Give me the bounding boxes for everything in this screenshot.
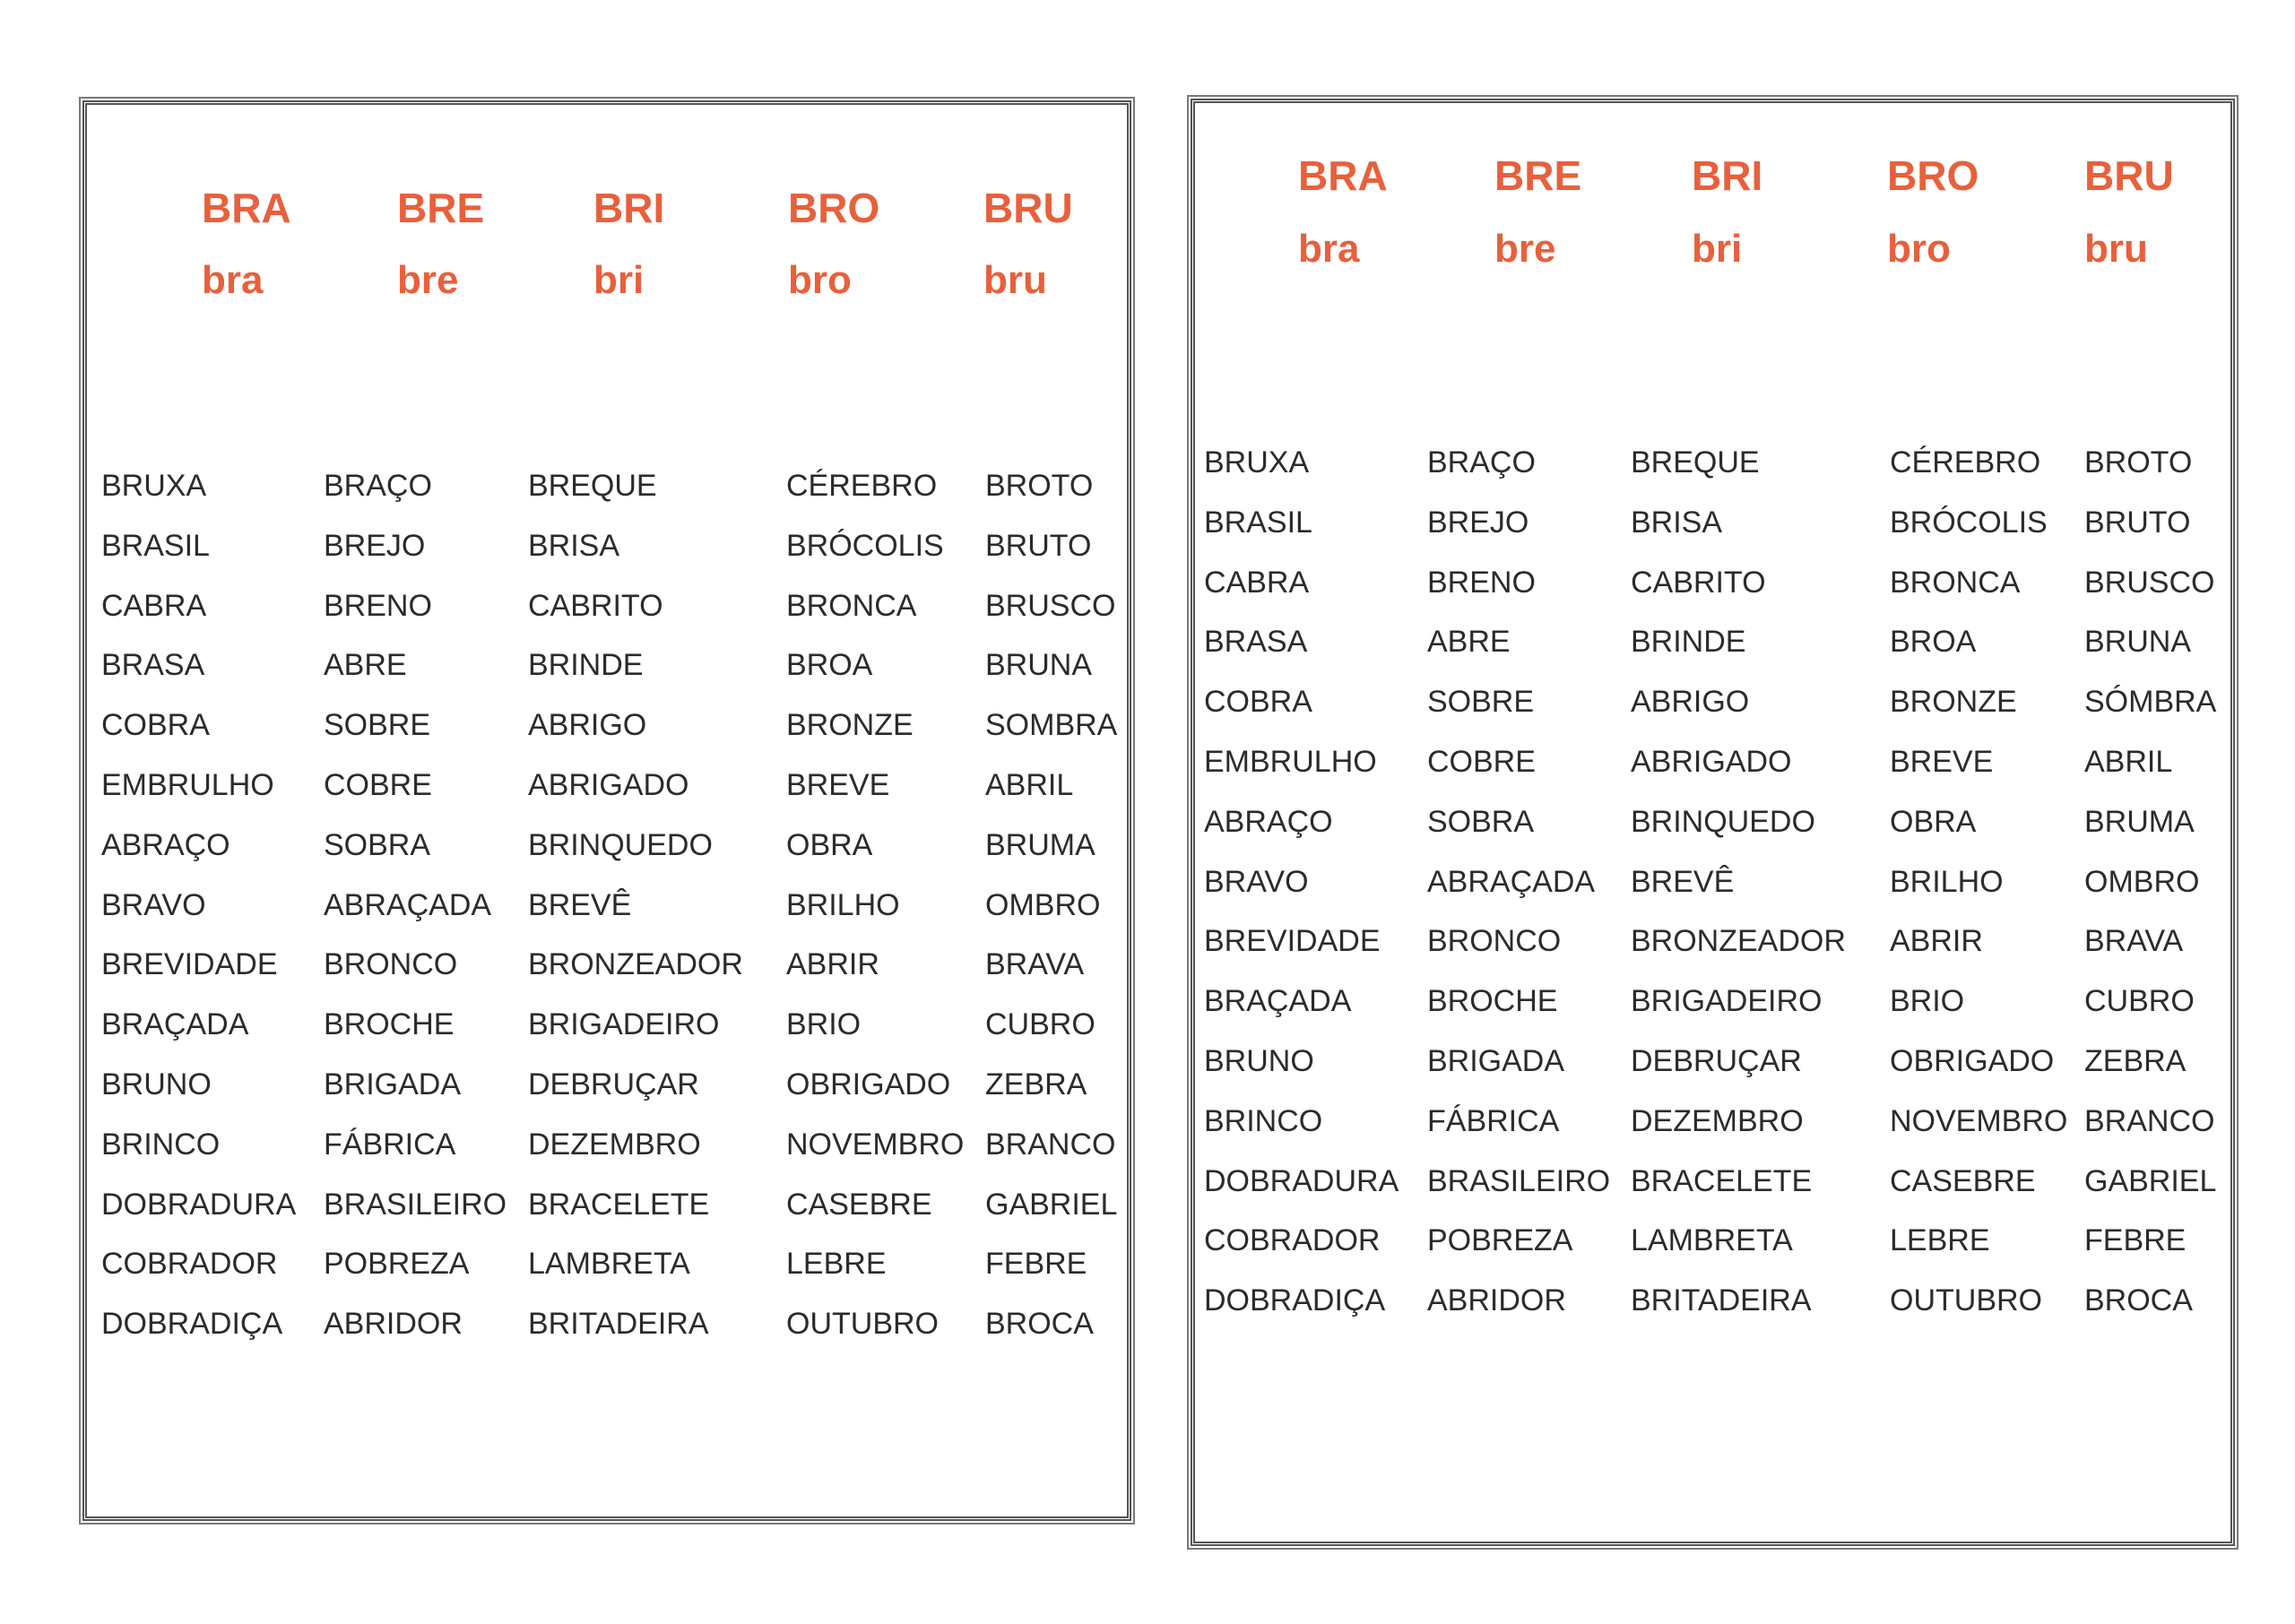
word-left-col1-row4: BRASA [101,648,205,683]
word-right-col1-row1: BRUXA [1204,445,1310,479]
word-left-col4-row11: OBRIGADO [786,1067,951,1101]
word-left-col4-row12: NOVEMBRO [786,1127,965,1162]
word-right-col3-row7: BRINQUEDO [1631,804,1815,839]
word-right-col4-row2: BRÓCOLIS [1890,505,2048,540]
word-left-col3-row7: BRINQUEDO [528,827,713,862]
word-right-col4-row7: OBRA [1890,804,1977,839]
word-right-col5-row9: BRAVA [2084,924,2184,959]
word-right-col2-row1: BRAÇO [1427,445,1536,479]
word-right-col5-row12: BRANCO [2084,1103,2215,1138]
syllable-upper-bre: BRE [397,185,485,231]
word-left-col2-row5: SOBRE [324,708,431,743]
word-left-col3-row12: DEZEMBRO [528,1127,701,1162]
word-left-col2-row2: BREJO [324,528,426,563]
syllable-lower-bri: bri [1692,227,1743,271]
word-left-col4-row6: BREVE [786,768,890,802]
word-left-col4-row1: CÉREBRO [786,469,938,503]
word-left-col5-row4: BRUNA [985,648,1093,683]
word-right-col5-row11: ZEBRA [2084,1044,2187,1078]
word-right-col4-row15: OUTUBRO [1890,1283,2042,1318]
word-right-col2-row6: COBRE [1427,745,1536,779]
syllable-upper-bro: BRO [788,185,880,231]
word-left-col4-row14: LEBRE [786,1247,887,1282]
word-right-col4-row13: CASEBRE [1890,1163,2036,1198]
word-left-col4-row2: BRÓCOLIS [786,528,944,563]
word-left-col1-row11: BRUNO [101,1067,212,1101]
syllable-lower-bre: bre [1494,227,1556,271]
word-right-col4-row10: BRIO [1890,984,1965,1019]
word-left-col4-row15: OUTUBRO [786,1307,939,1342]
word-left-col1-row2: BRASIL [101,528,210,563]
word-right-col5-row15: BROCA [2084,1283,2193,1318]
word-right-col4-row6: BREVE [1890,745,1994,779]
word-right-col3-row10: BRIGADEIRO [1631,984,1823,1019]
word-left-col3-row8: BREVÊ [528,887,632,922]
word-right-col5-row14: FEBRE [2084,1223,2187,1258]
syllable-upper-bru: BRU [2084,152,2174,199]
word-right-col4-row4: BROA [1890,625,1977,660]
syllable-lower-bri: bri [593,258,645,302]
word-right-col2-row7: SOBRA [1427,804,1535,839]
word-left-col1-row9: BREVIDADE [101,947,278,982]
word-left-col4-row4: BROA [786,648,873,683]
syllable-lower-bra: bra [202,258,264,302]
word-left-col2-row4: ABRE [324,648,407,683]
word-right-col2-row12: FÁBRICA [1427,1103,1560,1138]
word-left-col5-row1: BROTO [985,469,1094,503]
word-right-col1-row13: DOBRADURA [1204,1163,1399,1198]
word-left-col2-row11: BRIGADA [324,1067,462,1101]
word-right-col3-row14: LAMBRETA [1631,1223,1793,1258]
word-right-col4-row8: BRILHO [1890,864,2004,899]
word-right-col1-row4: BRASA [1204,625,1308,660]
word-left-col5-row6: ABRIL [985,768,1074,802]
word-right-col2-row5: SOBRE [1427,685,1535,720]
word-left-col4-row13: CASEBRE [786,1187,932,1222]
word-right-col3-row12: DEZEMBRO [1631,1103,1804,1138]
word-left-col5-row7: BRUMA [985,827,1096,862]
word-right-col2-row13: BRASILEIRO [1427,1163,1611,1198]
word-left-col3-row3: CABRITO [528,588,663,623]
syllable-upper-bri: BRI [1692,152,1763,199]
word-right-col5-row2: BRUTO [2084,505,2191,540]
word-right-col3-row2: BRISA [1631,505,1723,540]
word-right-col1-row7: ABRAÇO [1204,804,1333,839]
word-right-col5-row13: GABRIEL [2084,1163,2217,1198]
syllable-lower-bre: bre [397,258,459,302]
word-left-col2-row3: BRENO [324,588,432,623]
word-left-col2-row15: ABRIDOR [324,1307,463,1342]
word-right-col1-row6: EMBRULHO [1204,745,1377,779]
word-left-col4-row9: ABRIR [786,947,879,982]
word-left-col3-row2: BRISA [528,528,620,563]
word-right-col1-row9: BREVIDADE [1204,924,1381,959]
word-left-col1-row3: CABRA [101,588,207,623]
word-right-col4-row1: CÉREBRO [1890,445,2041,479]
word-right-col2-row4: ABRE [1427,625,1511,660]
word-left-col4-row8: BRILHO [786,887,900,922]
word-right-col2-row8: ABRAÇADA [1427,864,1596,899]
word-right-col5-row5: SÓMBRA [2084,685,2217,720]
word-right-col4-row12: NOVEMBRO [1890,1103,2068,1138]
word-left-col3-row14: LAMBRETA [528,1247,690,1282]
word-right-col5-row1: BROTO [2084,445,2193,479]
word-left-col5-row9: BRAVA [985,947,1085,982]
word-right-col5-row8: OMBRO [2084,864,2200,899]
word-right-col1-row10: BRAÇADA [1204,984,1352,1019]
word-right-col2-row3: BRENO [1427,565,1536,600]
syllable-upper-bre: BRE [1494,152,1582,199]
word-right-col3-row1: BREQUE [1631,445,1760,479]
word-left-col2-row14: POBREZA [324,1247,470,1282]
word-right-col5-row4: BRUNA [2084,625,2192,660]
word-left-col3-row1: BREQUE [528,469,657,503]
word-left-col1-row15: DOBRADIÇA [101,1307,283,1342]
word-right-col2-row14: POBREZA [1427,1223,1573,1258]
word-right-col1-row5: COBRA [1204,685,1312,720]
word-right-col4-row5: BRONZE [1890,685,2017,720]
word-left-col2-row12: FÁBRICA [324,1127,456,1162]
word-left-col2-row9: BRONCO [324,947,458,982]
word-right-col3-row13: BRACELETE [1631,1163,1813,1198]
word-right-col1-row3: CABRA [1204,565,1310,600]
word-right-col3-row4: BRINDE [1631,625,1746,660]
word-right-col4-row9: ABRIR [1890,924,1983,959]
word-left-col1-row10: BRAÇADA [101,1007,249,1042]
word-left-col2-row1: BRAÇO [324,469,432,503]
word-left-col1-row8: BRAVO [101,887,206,922]
word-left-col5-row12: BRANCO [985,1127,1116,1162]
word-left-col3-row9: BRONZEADOR [528,947,743,982]
word-right-col3-row9: BRONZEADOR [1631,924,1846,959]
word-right-col1-row8: BRAVO [1204,864,1309,899]
word-left-col1-row6: EMBRULHO [101,768,274,802]
word-left-col2-row7: SOBRA [324,827,431,862]
word-right-col1-row11: BRUNO [1204,1044,1314,1078]
word-right-col3-row11: DEBRUÇAR [1631,1044,1802,1078]
word-right-col3-row6: ABRIGADO [1631,745,1792,779]
word-left-col5-row15: BROCA [985,1307,1094,1342]
word-right-col2-row10: BROCHE [1427,984,1558,1019]
word-right-col2-row9: BRONCO [1427,924,1562,959]
word-right-col4-row3: BRONCA [1890,565,2021,600]
word-right-col3-row3: CABRITO [1631,565,1766,600]
syllable-lower-bro: bro [1887,227,1951,271]
word-left-col5-row13: GABRIEL [985,1187,1118,1222]
word-right-col3-row15: BRITADEIRA [1631,1283,1812,1318]
syllable-upper-bra: BRA [1298,152,1388,199]
word-left-col2-row8: ABRAÇADA [324,887,492,922]
word-right-col2-row11: BRIGADA [1427,1044,1565,1078]
word-left-col1-row14: COBRADOR [101,1247,278,1282]
word-left-col3-row10: BRIGADEIRO [528,1007,720,1042]
worksheet-card-right [1191,99,2235,1546]
word-right-col5-row10: CUBRO [2084,984,2195,1019]
word-right-col1-row15: DOBRADIÇA [1204,1283,1386,1318]
word-left-col1-row1: BRUXA [101,469,207,503]
word-left-col3-row15: BRITADEIRA [528,1307,709,1342]
word-left-col3-row4: BRINDE [528,648,644,683]
word-left-col2-row10: BROCHE [324,1007,455,1042]
word-left-col4-row7: OBRA [786,827,873,862]
word-left-col4-row5: BRONZE [786,708,914,743]
word-right-col2-row15: ABRIDOR [1427,1283,1566,1318]
word-right-col1-row14: COBRADOR [1204,1223,1381,1258]
word-left-col3-row11: DEBRUÇAR [528,1067,699,1101]
word-left-col5-row14: FEBRE [985,1247,1087,1282]
word-left-col2-row13: BRASILEIRO [324,1187,507,1222]
word-left-col1-row5: COBRA [101,708,210,743]
word-left-col2-row6: COBRE [324,768,432,802]
worksheet-card-left [82,100,1131,1521]
syllable-upper-bro: BRO [1887,152,1979,199]
word-right-col3-row8: BREVÊ [1631,864,1735,899]
word-right-col5-row3: BRUSCO [2084,565,2215,600]
syllable-lower-bru: bru [2084,227,2148,271]
word-right-col3-row5: ABRIGO [1631,685,1750,720]
word-left-col3-row5: ABRIGO [528,708,647,743]
word-left-col3-row13: BRACELETE [528,1187,710,1222]
word-right-col2-row2: BREJO [1427,505,1529,540]
syllable-lower-bru: bru [983,258,1047,302]
syllable-upper-bra: BRA [202,185,291,231]
word-left-col4-row10: BRIO [786,1007,862,1042]
word-right-col1-row2: BRASIL [1204,505,1312,540]
word-right-col1-row12: BRINCO [1204,1103,1323,1138]
word-right-col4-row11: OBRIGADO [1890,1044,2055,1078]
syllable-lower-bra: bra [1298,227,1360,271]
syllable-upper-bru: BRU [983,185,1073,231]
word-left-col1-row7: ABRAÇO [101,827,230,862]
word-left-col5-row8: OMBRO [985,887,1101,922]
word-left-col1-row12: BRINCO [101,1127,221,1162]
word-left-col4-row3: BRONCA [786,588,917,623]
word-left-col5-row3: BRUSCO [985,588,1116,623]
word-left-col5-row5: SOMBRA [985,708,1118,743]
syllable-upper-bri: BRI [593,185,665,231]
syllable-lower-bro: bro [788,258,852,302]
word-right-col4-row14: LEBRE [1890,1223,1990,1258]
word-right-col5-row6: ABRIL [2084,745,2173,779]
word-left-col3-row6: ABRIGADO [528,768,689,802]
word-left-col5-row2: BRUTO [985,528,1092,563]
word-left-col1-row13: DOBRADURA [101,1187,297,1222]
word-left-col5-row11: ZEBRA [985,1067,1087,1101]
word-right-col5-row7: BRUMA [2084,804,2195,839]
word-left-col5-row10: CUBRO [985,1007,1096,1042]
